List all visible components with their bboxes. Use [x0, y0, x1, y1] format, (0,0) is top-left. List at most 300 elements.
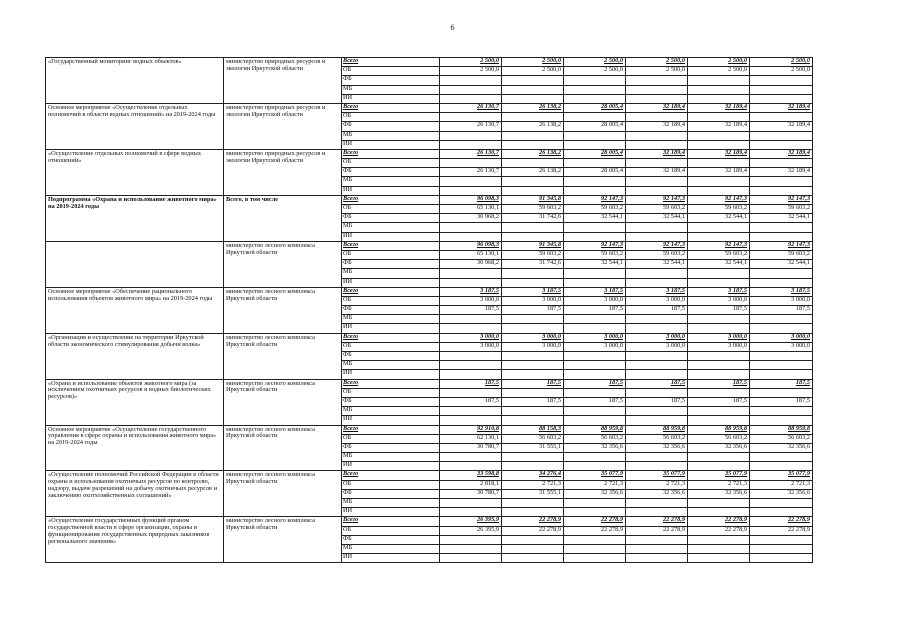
amount-cell — [626, 407, 688, 416]
amount-cell — [502, 232, 564, 241]
amount-cell — [502, 223, 564, 232]
amount-cell: 3 000,0 — [626, 296, 688, 305]
funding-source: Всего — [342, 379, 440, 388]
amount-cell — [626, 94, 688, 103]
amount-cell: 32 544,1 — [688, 214, 750, 223]
amount-cell — [750, 453, 813, 462]
amount-cell — [688, 554, 750, 563]
amount-cell: 30 968,2 — [440, 214, 502, 223]
funding-source: ФБ — [342, 168, 440, 177]
amount-cell: 28 005,4 — [564, 149, 626, 158]
amount-cell: 22 278,9 — [502, 526, 564, 535]
funding-source: ИИ — [342, 324, 440, 333]
measure-name: «Осуществление государственных функций органом государственной власти в сфере организации, охраны и функционирования государственных природных заказников регионального значения» — [46, 517, 224, 563]
amount-cell: 59 603,2 — [626, 205, 688, 214]
amount-cell: 2 500,0 — [564, 58, 626, 67]
amount-cell: 32 189,4 — [688, 168, 750, 177]
amount-cell: 3 000,0 — [502, 342, 564, 351]
amount-cell — [502, 370, 564, 379]
amount-cell: 32 544,1 — [626, 214, 688, 223]
amount-cell — [502, 76, 564, 85]
amount-cell — [564, 113, 626, 122]
amount-cell — [750, 140, 813, 149]
funding-source: МБ — [342, 85, 440, 94]
amount-cell — [502, 535, 564, 544]
amount-cell: 92 910,8 — [440, 425, 502, 434]
amount-cell: 56 603,2 — [688, 434, 750, 443]
amount-cell: 56 603,2 — [564, 434, 626, 443]
amount-cell — [688, 85, 750, 94]
funding-source: ОБ — [342, 480, 440, 489]
funding-source: Всего — [342, 241, 440, 250]
amount-cell — [626, 177, 688, 186]
amount-cell — [688, 361, 750, 370]
amount-cell: 3 000,0 — [688, 296, 750, 305]
amount-cell: 187,5 — [564, 397, 626, 406]
amount-cell: 26 130,7 — [440, 149, 502, 158]
amount-cell: 30 968,2 — [440, 260, 502, 269]
amount-cell: 187,5 — [626, 306, 688, 315]
amount-cell — [688, 177, 750, 186]
amount-cell: 3 187,5 — [564, 287, 626, 296]
amount-cell: 96 098,3 — [440, 195, 502, 204]
amount-cell — [564, 499, 626, 508]
amount-cell: 32 544,1 — [688, 260, 750, 269]
amount-cell: 3 000,0 — [564, 296, 626, 305]
amount-cell — [750, 324, 813, 333]
measure-name: «Осуществление полномочий Российской Федерации в области охраны и использования охотничьих ресурсов по контролю, надзору, выдаче разрешений на добычу охотничьих ресурсов и заключению охотхозяйственных соглашений» — [46, 471, 224, 517]
amount-cell — [626, 499, 688, 508]
table-row — [46, 425, 813, 434]
amount-cell — [440, 508, 502, 517]
amount-cell: 59 603,2 — [564, 205, 626, 214]
amount-cell — [750, 315, 813, 324]
measure-name: Основное мероприятие «Осуществление государственного управления в сфере охраны и использования животного мира» на 2019-2024 годы — [46, 425, 224, 471]
amount-cell: 32 544,1 — [626, 260, 688, 269]
funding-source: Всего — [342, 103, 440, 112]
amount-cell: 59 603,2 — [626, 250, 688, 259]
funding-source: Всего — [342, 287, 440, 296]
amount-cell: 3 000,0 — [440, 296, 502, 305]
amount-cell: 26 395,9 — [440, 517, 502, 526]
amount-cell: 32 189,4 — [626, 122, 688, 131]
amount-cell: 33 598,8 — [440, 471, 502, 480]
amount-cell: 28 005,4 — [564, 103, 626, 112]
amount-cell: 59 603,2 — [688, 250, 750, 259]
amount-cell: 3 187,5 — [688, 287, 750, 296]
amount-cell: 187,5 — [502, 306, 564, 315]
amount-cell: 32 189,4 — [750, 168, 813, 177]
amount-cell: 187,5 — [564, 306, 626, 315]
amount-cell: 92 147,3 — [688, 241, 750, 250]
amount-cell: 92 147,3 — [626, 241, 688, 250]
amount-cell — [626, 140, 688, 149]
amount-cell: 65 130,1 — [440, 205, 502, 214]
amount-cell: 2 500,0 — [626, 58, 688, 67]
executor-name: министерство природных ресурсов и экологии Иркутской области — [224, 149, 342, 195]
executor-name: министерство лесного комплекса Иркутской области — [224, 241, 342, 287]
amount-cell — [626, 324, 688, 333]
amount-cell — [750, 407, 813, 416]
amount-cell — [502, 554, 564, 563]
amount-cell — [750, 223, 813, 232]
amount-cell: 2 500,0 — [750, 58, 813, 67]
amount-cell: 3 000,0 — [626, 342, 688, 351]
amount-cell — [750, 131, 813, 140]
amount-cell: 2 500,0 — [502, 58, 564, 67]
amount-cell: 28 005,4 — [564, 168, 626, 177]
amount-cell — [688, 544, 750, 553]
amount-cell — [440, 159, 502, 168]
amount-cell: 26 395,9 — [440, 526, 502, 535]
funding-source: ФБ — [342, 535, 440, 544]
amount-cell — [564, 131, 626, 140]
amount-cell — [440, 131, 502, 140]
amount-cell: 32 356,6 — [626, 443, 688, 452]
amount-cell — [564, 232, 626, 241]
amount-cell — [564, 535, 626, 544]
amount-cell — [440, 278, 502, 287]
amount-cell: 22 278,9 — [564, 517, 626, 526]
amount-cell: 32 544,1 — [750, 214, 813, 223]
amount-cell: 35 077,9 — [750, 471, 813, 480]
measure-name: Основное мероприятие «Осуществление отдельных полномочий в области водных отношений» на 2019-2024 годы — [46, 103, 224, 149]
executor-name: министерство лесного комплекса Иркутской области — [224, 333, 342, 379]
amount-cell: 2 500,0 — [626, 67, 688, 76]
measure-name: Основное мероприятие «Обеспечение рационального использования объектов животного мира» на 2019-2024 годы — [46, 287, 224, 333]
amount-cell — [564, 85, 626, 94]
amount-cell: 187,5 — [688, 379, 750, 388]
amount-cell — [564, 352, 626, 361]
amount-cell: 187,5 — [502, 397, 564, 406]
funding-source: ФБ — [342, 443, 440, 452]
amount-cell — [440, 324, 502, 333]
amount-cell: 2 721,3 — [688, 480, 750, 489]
amount-cell — [750, 361, 813, 370]
amount-cell: 92 147,3 — [750, 241, 813, 250]
executor-name: министерство лесного комплекса Иркутской области — [224, 471, 342, 517]
amount-cell: 187,5 — [688, 306, 750, 315]
amount-cell — [564, 76, 626, 85]
amount-cell: 3 187,5 — [626, 287, 688, 296]
amount-cell: 2 500,0 — [564, 67, 626, 76]
amount-cell — [750, 94, 813, 103]
amount-cell — [502, 278, 564, 287]
funding-source: ФБ — [342, 122, 440, 131]
amount-cell: 56 603,2 — [626, 434, 688, 443]
amount-cell — [626, 361, 688, 370]
amount-cell: 32 189,4 — [750, 103, 813, 112]
executor-name: министерство лесного комплекса Иркутской области — [224, 287, 342, 333]
amount-cell — [440, 407, 502, 416]
amount-cell — [688, 462, 750, 471]
amount-cell — [688, 324, 750, 333]
amount-cell: 3 000,0 — [502, 296, 564, 305]
table-row — [46, 379, 813, 388]
amount-cell — [626, 370, 688, 379]
amount-cell: 187,5 — [440, 397, 502, 406]
amount-cell: 59 603,2 — [502, 250, 564, 259]
amount-cell: 22 278,9 — [564, 526, 626, 535]
funding-source: МБ — [342, 177, 440, 186]
amount-cell: 3 000,0 — [750, 296, 813, 305]
amount-cell: 59 603,2 — [502, 205, 564, 214]
amount-cell: 3 187,5 — [440, 287, 502, 296]
table-row — [46, 241, 813, 250]
amount-cell — [626, 508, 688, 517]
amount-cell — [750, 85, 813, 94]
amount-cell — [564, 370, 626, 379]
amount-cell: 30 780,7 — [440, 489, 502, 498]
amount-cell: 96 098,3 — [440, 241, 502, 250]
table-row — [46, 195, 813, 204]
measure-name: Подпрограмма «Охрана и использование животного мира» на 2019-2024 годы — [46, 195, 224, 241]
amount-cell: 32 189,4 — [688, 149, 750, 158]
amount-cell: 28 005,4 — [564, 122, 626, 131]
amount-cell — [750, 370, 813, 379]
funding-source: ОБ — [342, 434, 440, 443]
amount-cell — [440, 416, 502, 425]
amount-cell: 32 189,4 — [750, 122, 813, 131]
amount-cell: 187,5 — [626, 379, 688, 388]
measure-name: «Осуществление отдельных полномочий в сфере водных отношений» — [46, 149, 224, 195]
executor-name: министерство лесного комплекса Иркутской области — [224, 517, 342, 563]
amount-cell: 92 147,3 — [626, 195, 688, 204]
amount-cell — [440, 535, 502, 544]
amount-cell — [440, 499, 502, 508]
amount-cell — [688, 453, 750, 462]
amount-cell: 34 276,4 — [502, 471, 564, 480]
amount-cell — [750, 499, 813, 508]
amount-cell: 32 356,6 — [750, 443, 813, 452]
funding-source: ОБ — [342, 159, 440, 168]
amount-cell: 92 147,3 — [750, 195, 813, 204]
funding-source: МБ — [342, 499, 440, 508]
funding-source: ИИ — [342, 186, 440, 195]
amount-cell: 3 000,0 — [502, 333, 564, 342]
amount-cell — [750, 177, 813, 186]
amount-cell — [502, 131, 564, 140]
amount-cell — [502, 499, 564, 508]
amount-cell — [626, 388, 688, 397]
amount-cell: 31 555,1 — [502, 489, 564, 498]
amount-cell — [688, 269, 750, 278]
funding-source: ИИ — [342, 416, 440, 425]
amount-cell — [564, 177, 626, 186]
amount-cell: 26 138,2 — [502, 149, 564, 158]
amount-cell — [750, 462, 813, 471]
executor-name: министерство природных ресурсов и экологии Иркутской области — [224, 58, 342, 104]
amount-cell: 3 000,0 — [688, 333, 750, 342]
measure-name: «Организация и осуществление на территории Иркутской области экономического стимулирования добычи волка» — [46, 333, 224, 379]
amount-cell — [750, 535, 813, 544]
amount-cell — [440, 94, 502, 103]
amount-cell: 3 000,0 — [750, 333, 813, 342]
amount-cell: 88 158,3 — [502, 425, 564, 434]
amount-cell: 22 278,9 — [626, 526, 688, 535]
amount-cell — [502, 407, 564, 416]
amount-cell — [626, 223, 688, 232]
amount-cell — [750, 544, 813, 553]
amount-cell: 32 356,6 — [688, 443, 750, 452]
amount-cell — [626, 315, 688, 324]
amount-cell — [626, 159, 688, 168]
funding-source: ИИ — [342, 94, 440, 103]
amount-cell — [564, 140, 626, 149]
amount-cell: 2 500,0 — [440, 67, 502, 76]
table-row — [46, 517, 813, 526]
amount-cell: 187,5 — [564, 379, 626, 388]
amount-cell — [564, 416, 626, 425]
amount-cell — [564, 278, 626, 287]
funding-source: Всего — [342, 333, 440, 342]
amount-cell — [440, 177, 502, 186]
amount-cell: 92 147,3 — [564, 241, 626, 250]
amount-cell — [440, 554, 502, 563]
funding-source: Всего — [342, 517, 440, 526]
funding-source: ИИ — [342, 508, 440, 517]
amount-cell: 22 278,9 — [688, 526, 750, 535]
amount-cell — [502, 94, 564, 103]
amount-cell — [688, 352, 750, 361]
amount-cell: 59 603,2 — [688, 205, 750, 214]
amount-cell — [502, 361, 564, 370]
amount-cell — [502, 113, 564, 122]
amount-cell — [688, 535, 750, 544]
executor-name: министерство лесного комплекса Иркутской области — [224, 379, 342, 425]
funding-source: МБ — [342, 269, 440, 278]
amount-cell: 22 278,9 — [626, 517, 688, 526]
amount-cell — [502, 416, 564, 425]
amount-cell — [502, 462, 564, 471]
amount-cell: 32 544,1 — [750, 260, 813, 269]
amount-cell: 31 742,6 — [502, 260, 564, 269]
amount-cell: 2 500,0 — [750, 67, 813, 76]
amount-cell: 3 000,0 — [440, 333, 502, 342]
amount-cell: 31 742,6 — [502, 214, 564, 223]
funding-source: ИИ — [342, 554, 440, 563]
amount-cell: 3 000,0 — [440, 342, 502, 351]
amount-cell: 2 818,1 — [440, 480, 502, 489]
amount-cell — [688, 232, 750, 241]
amount-cell — [564, 453, 626, 462]
amount-cell: 32 189,4 — [626, 103, 688, 112]
amount-cell: 22 278,9 — [750, 526, 813, 535]
measure-name: «Государственный мониторинг водных объектов» — [46, 58, 224, 104]
amount-cell — [564, 544, 626, 553]
amount-cell — [688, 315, 750, 324]
amount-cell: 187,5 — [750, 306, 813, 315]
amount-cell: 32 189,4 — [626, 168, 688, 177]
table-row — [46, 103, 813, 112]
amount-cell: 3 000,0 — [626, 333, 688, 342]
amount-cell — [688, 370, 750, 379]
amount-cell: 32 356,6 — [564, 443, 626, 452]
table-row — [46, 333, 813, 342]
amount-cell — [688, 223, 750, 232]
amount-cell — [564, 186, 626, 195]
executor-name: Всего, в том числе — [224, 195, 342, 241]
amount-cell: 2 721,3 — [564, 480, 626, 489]
funding-source: ОБ — [342, 526, 440, 535]
funding-source: ФБ — [342, 260, 440, 269]
amount-cell — [688, 76, 750, 85]
amount-cell — [502, 324, 564, 333]
amount-cell — [626, 186, 688, 195]
amount-cell — [502, 85, 564, 94]
funding-source: ИИ — [342, 140, 440, 149]
funding-source: ОБ — [342, 342, 440, 351]
funding-source: МБ — [342, 407, 440, 416]
amount-cell — [564, 324, 626, 333]
amount-cell: 26 130,7 — [440, 122, 502, 131]
amount-cell — [564, 269, 626, 278]
amount-cell — [626, 453, 688, 462]
amount-cell — [440, 453, 502, 462]
amount-cell: 31 555,1 — [502, 443, 564, 452]
amount-cell — [750, 113, 813, 122]
amount-cell — [440, 269, 502, 278]
amount-cell — [688, 186, 750, 195]
amount-cell: 32 189,4 — [750, 149, 813, 158]
amount-cell: 32 356,6 — [564, 489, 626, 498]
amount-cell — [626, 544, 688, 553]
funding-source: ФБ — [342, 76, 440, 85]
amount-cell — [502, 269, 564, 278]
amount-cell: 22 278,9 — [750, 517, 813, 526]
amount-cell — [688, 113, 750, 122]
table-row — [46, 287, 813, 296]
amount-cell: 56 603,2 — [502, 434, 564, 443]
measure-name: «Охрана и использование объектов животного мира (за исключением охотничьих ресурсов и водных биологических ресурсов)» — [46, 379, 224, 425]
amount-cell — [440, 76, 502, 85]
funding-source: ОБ — [342, 250, 440, 259]
table-row — [46, 471, 813, 480]
amount-cell — [688, 159, 750, 168]
amount-cell: 26 138,2 — [502, 103, 564, 112]
budget-table — [45, 57, 813, 563]
funding-source: МБ — [342, 544, 440, 553]
amount-cell — [502, 315, 564, 324]
amount-cell: 32 356,6 — [688, 489, 750, 498]
amount-cell: 32 189,4 — [626, 149, 688, 158]
amount-cell: 2 500,0 — [502, 67, 564, 76]
funding-source: Всего — [342, 471, 440, 480]
funding-source: МБ — [342, 223, 440, 232]
amount-cell — [626, 113, 688, 122]
amount-cell — [564, 94, 626, 103]
amount-cell: 3 187,5 — [502, 287, 564, 296]
amount-cell: 59 603,2 — [750, 250, 813, 259]
amount-cell: 32 356,6 — [750, 489, 813, 498]
funding-source: МБ — [342, 361, 440, 370]
amount-cell: 3 000,0 — [564, 333, 626, 342]
amount-cell — [502, 159, 564, 168]
amount-cell: 187,5 — [750, 397, 813, 406]
table-row — [46, 149, 813, 158]
amount-cell: 22 278,9 — [502, 517, 564, 526]
amount-cell: 59 603,2 — [564, 250, 626, 259]
amount-cell — [502, 352, 564, 361]
amount-cell: 91 345,8 — [502, 241, 564, 250]
amount-cell: 187,5 — [688, 397, 750, 406]
funding-source: ОБ — [342, 205, 440, 214]
amount-cell — [750, 76, 813, 85]
amount-cell — [502, 140, 564, 149]
amount-cell: 56 603,2 — [750, 434, 813, 443]
amount-cell: 32 189,4 — [688, 103, 750, 112]
funding-source: МБ — [342, 131, 440, 140]
